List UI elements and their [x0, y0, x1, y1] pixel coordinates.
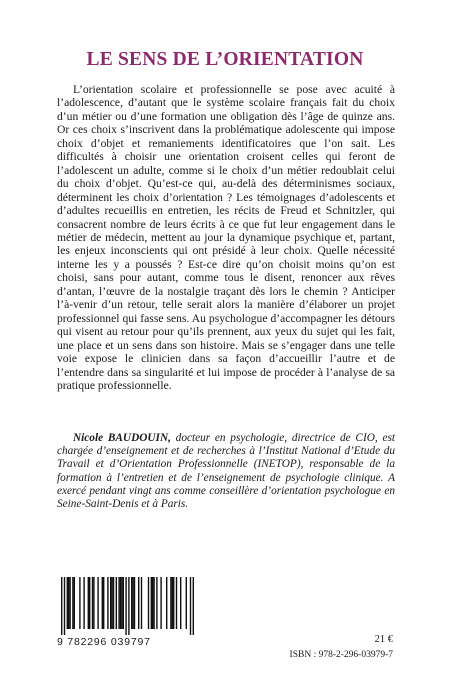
barcode-bar [68, 577, 69, 629]
barcode-bar [116, 577, 117, 629]
author-description: docteur en psychologie, directrice de CIO, est chargée d’enseignement et de recherches à l’Institut National d’Etude du Travail et d’Orientation Professionnelle (INETOP), responsable de la formation à l’entretien et de l’enseignement de psychologie clinique. A exercé pendant vingt ans comme conseillère d’orientation psychologue en Seine-Saint-Denis et à Paris. [57, 432, 395, 511]
barcode-bar [123, 577, 124, 629]
price: 21 € [374, 634, 393, 645]
barcode-bar [93, 577, 94, 629]
barcode-bar [193, 577, 194, 635]
barcode-bar [121, 577, 122, 629]
barcode-bar [138, 577, 139, 629]
barcode-bar [102, 577, 103, 629]
barcode-bar [120, 577, 121, 629]
barcode-bar [141, 577, 142, 629]
barcode-bar [180, 577, 181, 629]
barcode-bar [103, 577, 104, 629]
barcode-bar [134, 577, 135, 629]
barcode-bar [151, 577, 152, 629]
barcode-bar [74, 577, 75, 629]
barcode-bar [110, 577, 111, 629]
barcode-bar [92, 577, 93, 629]
barcode-bar [64, 577, 65, 635]
barcode-bar [172, 577, 173, 629]
barcode-bar [166, 577, 167, 629]
barcode-bar [69, 577, 70, 629]
barcode-bar [61, 577, 62, 635]
barcode-bar [118, 577, 119, 629]
barcode-bar [190, 577, 191, 635]
barcode-bar [153, 577, 154, 629]
isbn: ISBN : 978-2-296-03979-7 [289, 650, 393, 660]
barcode-bar [131, 577, 132, 629]
barcode-bar [83, 577, 84, 629]
barcode-bar [67, 577, 68, 629]
barcode-bars [57, 577, 199, 635]
barcode-bar [125, 577, 126, 635]
barcode-bar [160, 577, 161, 629]
barcode-bar [113, 577, 114, 629]
barcode-bar [89, 577, 90, 629]
barcode-bar [156, 577, 157, 629]
barcode-bar [152, 577, 153, 629]
barcode-digits: 9 782296 039797 [57, 636, 151, 648]
barcode-bar [97, 577, 98, 629]
summary-text: L’orientation scolaire et professionnelle se pose avec acuité à l’adolescence, d’autant que le système scolaire français fait du choix d’un métier ou d’une formation une obligation dès l’âge de quinze ans. Or ces choix s’inscrivent dans la problématique adolescente qui impose choix d’objet et remaniements identificatoires que l’on sait. Les difficultés à choisir une orientation croisent celles qui feront de l’adolescent un adulte, comme si le choix d’un métier redoublait celui du choix d’objet. Qu’est-ce qui, au-delà des déterminismes sociaux, déterminent les choix d’orientation ? Les témoignages d’adolescents et d’adultes recueillis en entretien, les récits de Freud et Schnitzler, qui consacrent nombre de leurs écrits à ce que fut leur engagement dans le métier de médecin, mettent au jour la dynamique psychique et, partant, les enjeux inconscients qui ont présidé à leur choix. Quelle nécessité interne les y a poussés ? Est-ce dire qu’on choisit moins qu’on est choisi, sans pour autant, comme tous le disent, renoncer aux rêves d’antan, l’œuvre de la nostalgie traçant dès lors le chemin ? Anticiper l’à-venir d’un retour, telle serait alors la manière d’élaborer un projet professionnel qui fasse sens. Au psychologue d’accompagner les détours qui visent au retour pour qu’ils prennent, aux yeux du sujet qui les fait, une place et un sens dans son histoire. Mais se s’engager dans une telle voie expose le clinicien dans sa façon d’accueillir l’autre et de l’entendre dans sa singularité et lui impose de procéder à l’analyse de sa pratique professionnelle. [57, 83, 395, 392]
author-bio [57, 432, 395, 511]
barcode-bar [72, 577, 73, 629]
book-title: LE SENS DE L’ORIENTATION [86, 49, 364, 71]
author-name: Nicole BAUDOUIN, [73, 432, 171, 444]
barcode-bar [148, 577, 149, 629]
barcode-bar [132, 577, 133, 629]
barcode [57, 577, 207, 648]
barcode-bar [176, 577, 177, 629]
barcode-bar [88, 577, 89, 629]
barcode-bar [186, 577, 187, 629]
barcode-bar [107, 577, 108, 629]
barcode-bar [111, 577, 112, 629]
barcode-bar [170, 577, 171, 629]
barcode-bar [128, 577, 129, 635]
barcode-bar [173, 577, 174, 629]
barcode-bar [79, 577, 80, 629]
